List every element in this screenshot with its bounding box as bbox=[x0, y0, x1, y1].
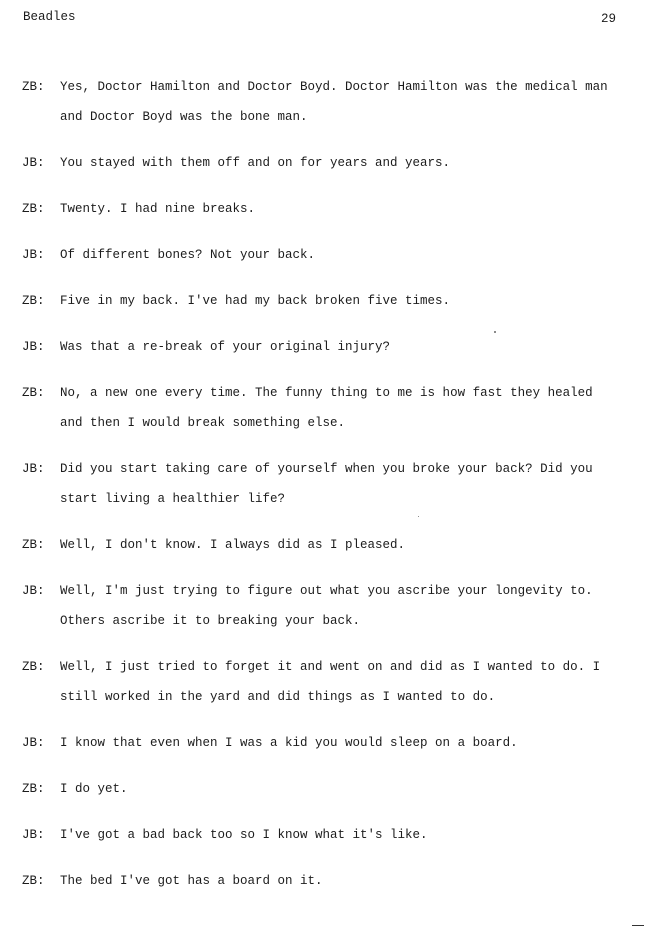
transcript-entry bbox=[22, 332, 622, 362]
transcript-entry bbox=[22, 72, 622, 132]
scan-mark bbox=[632, 925, 644, 926]
page-header bbox=[23, 10, 616, 28]
speech-text: Well, I'm just trying to figure out what you ascribe your longevity to. Others ascribe it to breaking your back. bbox=[60, 584, 593, 628]
transcript-entry bbox=[22, 240, 622, 270]
speech-text: The bed I've got has a board on it. bbox=[60, 874, 323, 888]
scan-speck bbox=[418, 516, 419, 517]
speech-text: Well, I don't know. I always did as I pleased. bbox=[60, 538, 406, 552]
speaker-label: JB: bbox=[22, 156, 45, 170]
speech-text: Yes, Doctor Hamilton and Doctor Boyd. Doctor Hamilton was the medical man and Doctor Boyd was the bone man. bbox=[60, 80, 608, 124]
speaker-label: JB: bbox=[22, 248, 45, 262]
speaker-label: ZB: bbox=[22, 202, 45, 216]
transcript-entry bbox=[22, 728, 622, 758]
transcript-entry bbox=[22, 652, 622, 712]
transcript-entry bbox=[22, 378, 622, 438]
speaker-label: ZB: bbox=[22, 80, 45, 94]
speaker-label: ZB: bbox=[22, 660, 45, 674]
speech-text: I know that even when I was a kid you would sleep on a board. bbox=[60, 736, 518, 750]
speaker-label: ZB: bbox=[22, 386, 45, 400]
speaker-label: JB: bbox=[22, 462, 45, 476]
speech-text: I've got a bad back too so I know what it's like. bbox=[60, 828, 428, 842]
speaker-label: JB: bbox=[22, 828, 45, 842]
speech-text: Well, I just tried to forget it and went on and did as I wanted to do. I still worked in the yard and did things as I wanted to do. bbox=[60, 660, 601, 704]
transcript-entry bbox=[22, 576, 622, 636]
speech-text: Was that a re-break of your original injury? bbox=[60, 340, 391, 354]
speaker-label: ZB: bbox=[22, 782, 45, 796]
speaker-label: JB: bbox=[22, 340, 45, 354]
speaker-label: JB: bbox=[22, 736, 45, 750]
speaker-label: ZB: bbox=[22, 294, 45, 308]
transcript-entry bbox=[22, 866, 622, 896]
transcript-entry bbox=[22, 454, 622, 514]
speaker-label: ZB: bbox=[22, 538, 45, 552]
scan-speck bbox=[494, 331, 496, 333]
transcript-entry bbox=[22, 774, 622, 804]
transcript-entry bbox=[22, 148, 622, 178]
speech-text: Twenty. I had nine breaks. bbox=[60, 202, 256, 216]
page-number: 29 bbox=[600, 12, 616, 26]
speaker-label: ZB: bbox=[22, 874, 45, 888]
transcript bbox=[22, 72, 622, 912]
speech-text: You stayed with them off and on for years and years. bbox=[60, 156, 451, 170]
transcript-entry bbox=[22, 820, 622, 850]
speech-text: No, a new one every time. The funny thing to me is how fast they healed and then I would break something else. bbox=[60, 386, 593, 430]
transcript-entry bbox=[22, 530, 622, 560]
speech-text: Did you start taking care of yourself when you broke your back? Did you start living a healthier life? bbox=[60, 462, 593, 506]
speaker-label: JB: bbox=[22, 584, 45, 598]
speech-text: Of different bones? Not your back. bbox=[60, 248, 316, 262]
transcript-entry bbox=[22, 194, 622, 224]
speech-text: I do yet. bbox=[60, 782, 128, 796]
transcript-entry bbox=[22, 286, 622, 316]
speech-text: Five in my back. I've had my back broken five times. bbox=[60, 294, 451, 308]
header-title: Beadles bbox=[23, 10, 76, 24]
